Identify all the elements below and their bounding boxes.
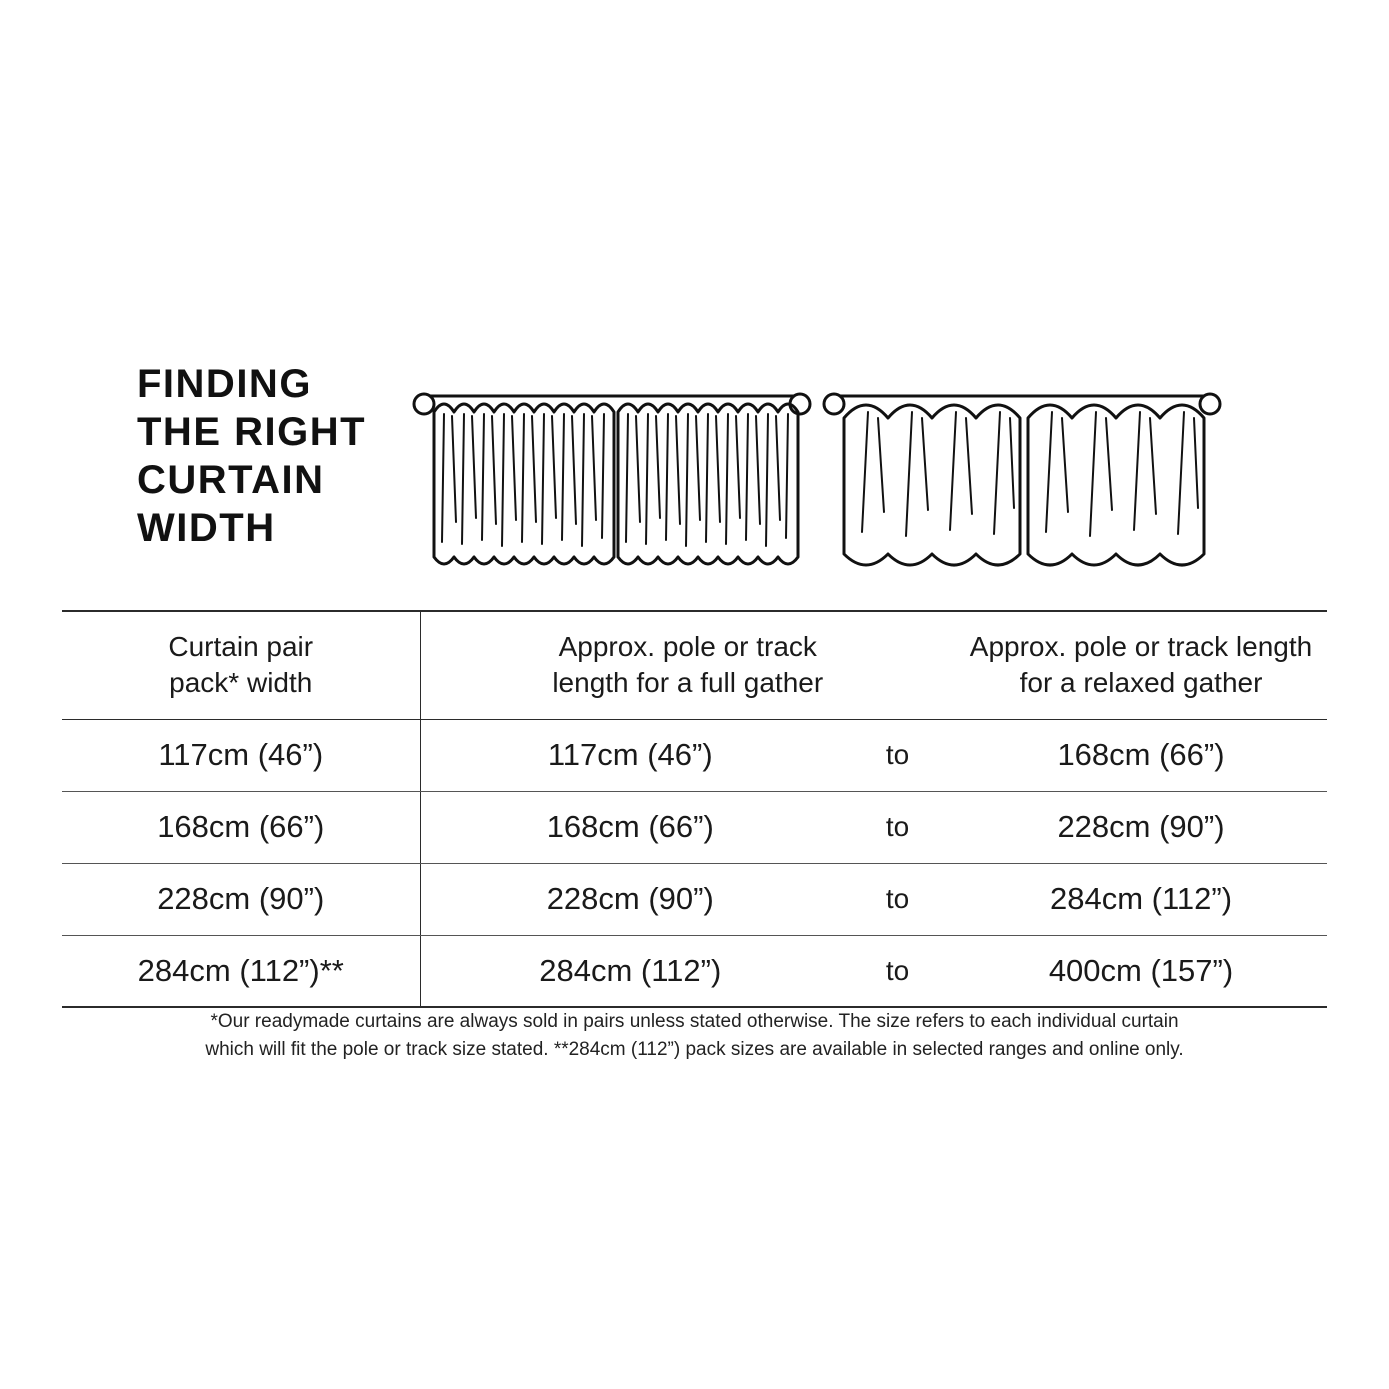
relaxed-gather-curtain-icon: [822, 372, 1222, 592]
cell-connector: to: [840, 791, 955, 863]
table-row: [62, 719, 1327, 791]
cell-full-gather: 117cm (46”): [420, 719, 840, 791]
page-title-line-4: WIDTH: [137, 506, 276, 550]
full-gather-curtain-icon: [412, 372, 812, 592]
table-row: [62, 935, 1327, 1007]
header: [62, 360, 1327, 610]
page-title: [62, 360, 392, 552]
footnote-line-1: *Our readymade curtains are always sold in pairs unless stated otherwise. The size refers to each individual curtain: [210, 1011, 1179, 1032]
column-header-pack-width-line-2: pack* width: [169, 667, 313, 699]
cell-pack-width: 284cm (112”)**: [62, 935, 420, 1007]
table-header-row: [62, 611, 1327, 719]
cell-connector: to: [840, 719, 955, 791]
cell-relaxed-gather: 228cm (90”): [955, 791, 1327, 863]
cell-full-gather: 168cm (66”): [420, 791, 840, 863]
page-title-line-3: CURTAIN: [137, 458, 325, 502]
column-header-relaxed-gather-line-2: for a relaxed gather: [1019, 667, 1263, 699]
page-title-line-2: THE RIGHT: [137, 410, 367, 454]
cell-connector: to: [840, 863, 955, 935]
footnote: [62, 1008, 1327, 1063]
table-row: [62, 863, 1327, 935]
column-header-full-gather-line-1: Approx. pole or track: [558, 631, 817, 663]
column-header-pack-width: [62, 611, 420, 719]
page-title-line-1: FINDING: [137, 362, 312, 406]
cell-relaxed-gather: 168cm (66”): [955, 719, 1327, 791]
cell-full-gather: 284cm (112”): [420, 935, 840, 1007]
cell-connector: to: [840, 935, 955, 1007]
illustration-area: [392, 360, 1327, 590]
cell-relaxed-gather: 284cm (112”): [955, 863, 1327, 935]
curtain-width-table: [62, 610, 1327, 1008]
cell-pack-width: 117cm (46”): [62, 719, 420, 791]
column-header-relaxed-gather-line-1: Approx. pole or track length: [969, 631, 1313, 663]
column-header-full-gather: [420, 611, 955, 719]
column-header-relaxed-gather: [955, 611, 1327, 719]
footnote-line-2: which will fit the pole or track size stated. **284cm (112”) pack sizes are available in selected ranges and online only.: [205, 1038, 1184, 1060]
column-header-pack-width-line-1: Curtain pair: [168, 631, 314, 663]
table-row: [62, 791, 1327, 863]
cell-full-gather: 228cm (90”): [420, 863, 840, 935]
cell-relaxed-gather: 400cm (157”): [955, 935, 1327, 1007]
cell-pack-width: 168cm (66”): [62, 791, 420, 863]
cell-pack-width: 228cm (90”): [62, 863, 420, 935]
column-header-full-gather-line-2: length for a full gather: [552, 667, 824, 699]
